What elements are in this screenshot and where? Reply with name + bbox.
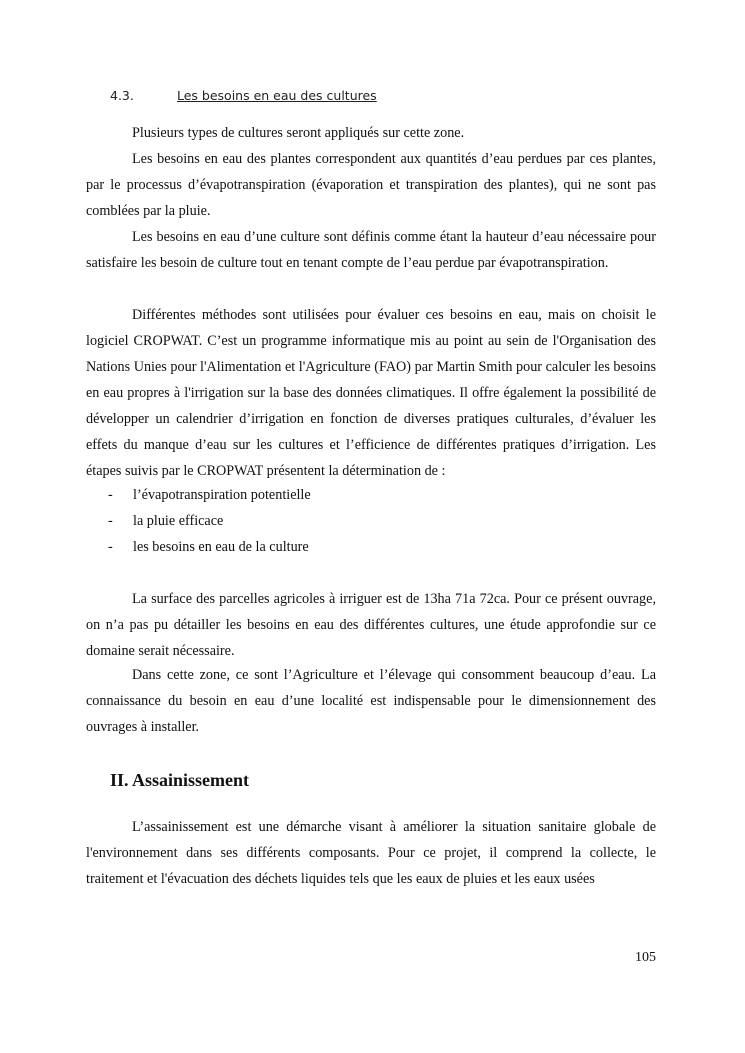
list-item-text: l’évapotranspiration potentielle: [133, 487, 311, 503]
list-item: [108, 534, 311, 560]
paragraph-plant-water-needs: Les besoins en eau des plantes correspondent aux quantités d’eau perdues par ces plantes, par le processus d’évapotranspiration (évaporation et transpiration des plantes), qui ne sont pas comblées par la pluie.: [86, 151, 656, 219]
bullet-marker: -: [108, 487, 113, 503]
chapter-heading: II. Assainissement: [110, 770, 250, 790]
list-item-text: la pluie efficace: [133, 513, 224, 529]
list-item-text: les besoins en eau de la culture: [133, 539, 309, 555]
bullet-marker: -: [108, 539, 113, 555]
section-heading: [110, 88, 377, 103]
paragraph-cropwat: Différentes méthodes sont utilisées pour évaluer ces besoins en eau, mais on choisit le logiciel CROPWAT. C’est un programme informatique mis au point au sein de l'Organisation des Nations Unies pour l'Alimentation et l'Agriculture (FAO) par Martin Smith pour calculer les besoins en eau propres à l'irrigation sur la base des données climatiques. Il offre également la possibilité de développer un calendrier d’irrigation en fonction de diverses pratiques culturales, d’évaluer les effets du manque d’eau sur les cultures et l’efficience de différentes pratiques d’irrigation. Les étapes suivis par le CROPWAT présentent la détermination de :: [86, 307, 656, 479]
paragraph-surface: La surface des parcelles agricoles à irriguer est de 13ha 71a 72ca. Pour ce présent ouvrage, on n’a pas pu détailler les besoins en eau des différentes cultures, une étude approfondie sur ce domaine serait nécessaire.: [86, 591, 656, 659]
page-number: 105: [635, 950, 656, 965]
paragraph-intro: Plusieurs types de cultures seront appliqués sur cette zone.: [132, 125, 465, 141]
section-title: Les besoins en eau des cultures: [177, 88, 377, 103]
paragraph-assainissement: L’assainissement est une démarche visant à améliorer la situation sanitaire globale de l'environnement dans ses différents composants. Pour ce projet, il comprend la collecte, le traitement et l'évacuation des déchets liquides tels que les eaux de pluies et les eaux usées: [86, 819, 656, 887]
paragraph-crop-water-needs: Les besoins en eau d’une culture sont définis comme étant la hauteur d’eau nécessaire pour satisfaire les besoin de culture tout en tenant compte de l’eau perdue par évapotranspiration.: [86, 229, 656, 271]
cropwat-steps-list: [108, 482, 311, 560]
paragraph-zone-consumption: Dans cette zone, ce sont l’Agriculture et l’élevage qui consomment beaucoup d’eau. La connaissance du besoin en eau d’une localité est indispensable pour le dimensionnement des ouvrages à installer.: [86, 667, 656, 735]
section-number: 4.3.: [110, 88, 134, 103]
bullet-marker: -: [108, 513, 113, 529]
list-item: [108, 482, 311, 508]
list-item: [108, 508, 311, 534]
